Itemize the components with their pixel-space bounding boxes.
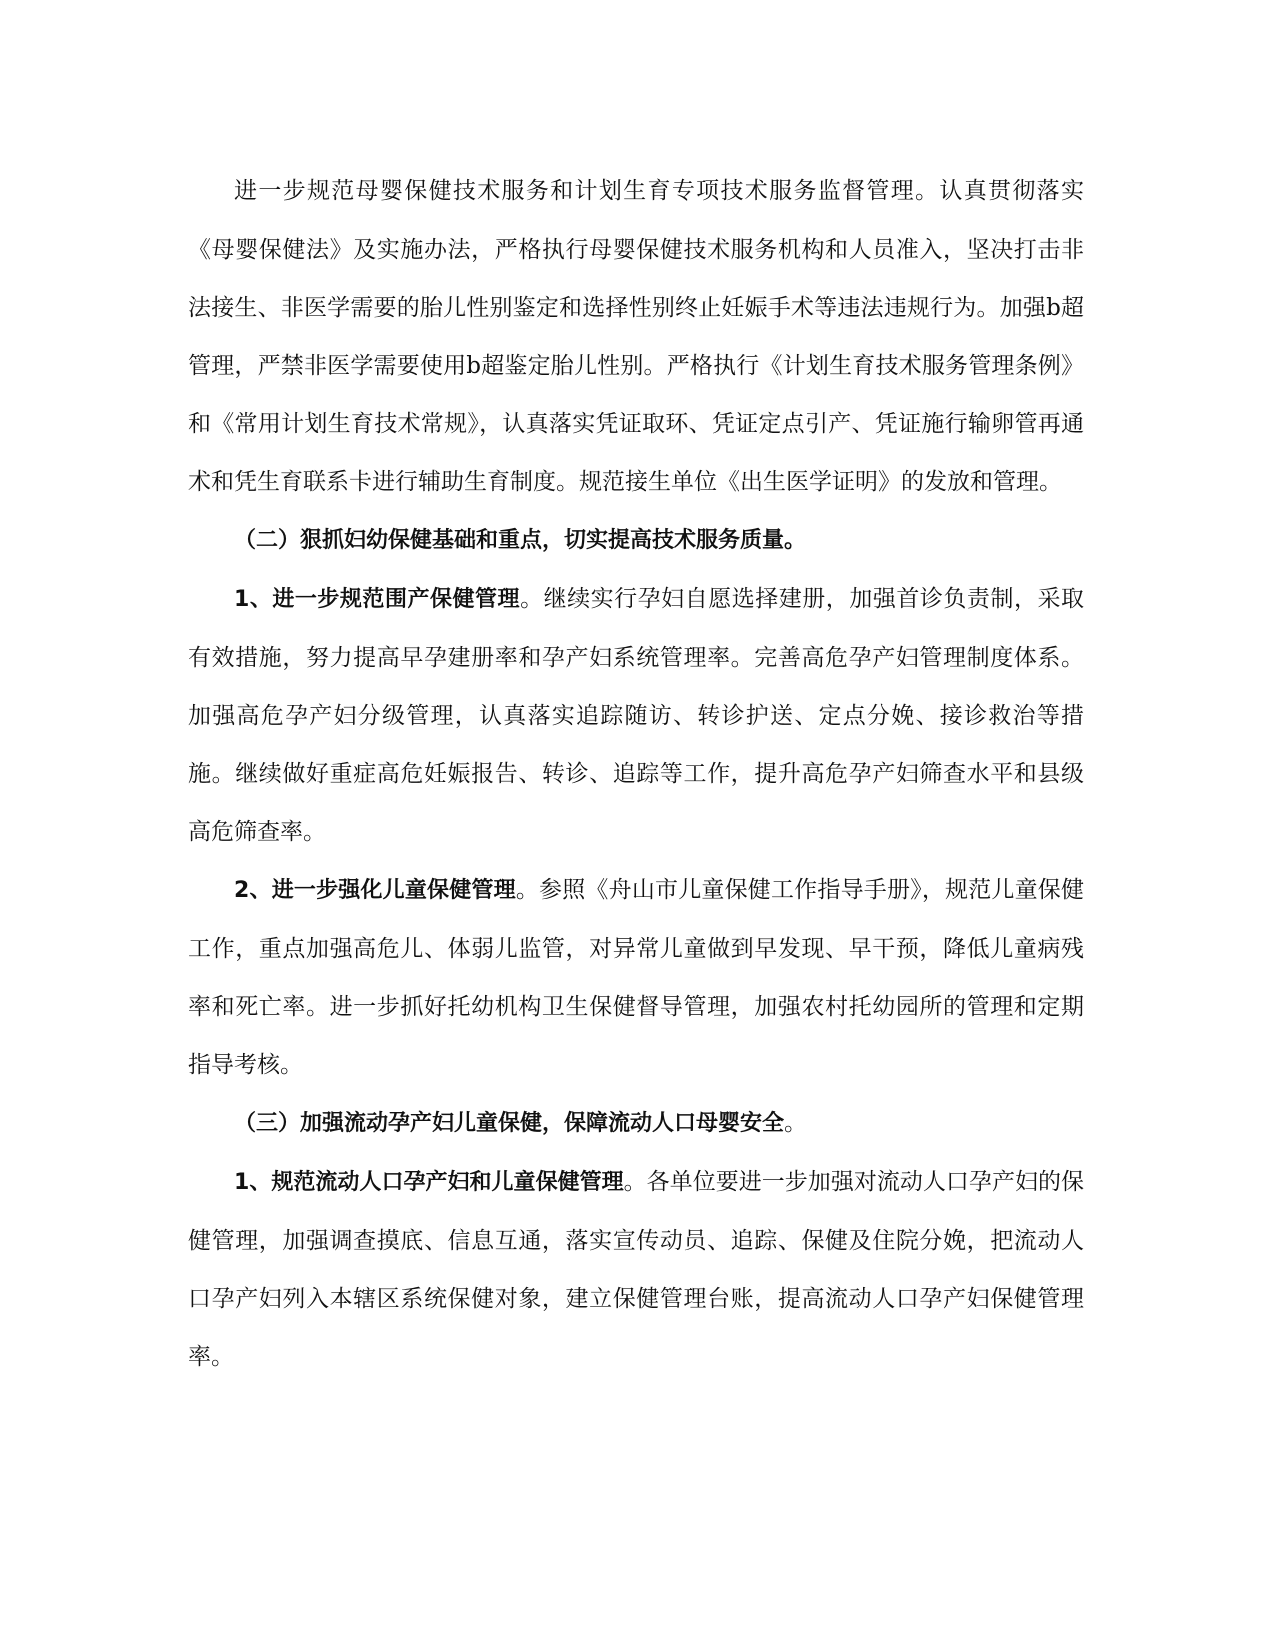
paragraph-text: 。各单位要进一步加强对流动人口孕产妇的保健管理，加强调查摸底、信息互通，落实宣传动员、追踪、保健及住院分娩，把流动人口孕产妇列入本辖区系统保健对象，建立保健管理台账，提高流动人口孕产妇保健管理率。 [188,1169,1085,1370]
paragraph-supervision [188,162,1084,511]
paragraph-perinatal-care [188,570,1084,861]
paragraph-child-care [188,861,1084,1094]
paragraph-lead: 1、进一步规范围产保健管理 [234,587,521,612]
paragraph-lead: 2、进一步强化儿童保健管理 [234,878,516,903]
paragraph-text: 进一步规范母婴保健技术服务和计划生育专项技术服务监督管理。认真贯彻落实《母婴保健法》及实施办法，严格执行母婴保健技术服务机构和人员准入，坚决打击非法接生、非医学需要的胎儿性别鉴定和选择性别终止妊娠手术等违法违规行为。加强b超管理，严禁非医学需要使用b超鉴定胎儿性别。严格执行《计划生育技术服务管理条例》和《常用计划生育技术常规》，认真落实凭证取环、凭证定点引产、凭证施行输卵管再通术和凭生育联系卡进行辅助生育制度。规范接生单位《出生医学证明》的发放和管理。 [188,178,1084,495]
section-heading-3 [188,1094,1084,1153]
paragraph-floating-population [188,1153,1084,1386]
paragraph-text: 。继续实行孕妇自愿选择建册，加强首诊负责制，采取有效措施，努力提高早孕建册率和孕产妇系统管理率。完善高危孕产妇管理制度体系。加强高危孕产妇分级管理，认真落实追踪随访、转诊护送、定点分娩、接诊救治等措施。继续做好重症高危妊娠报告、转诊、追踪等工作，提升高危孕产妇筛查水平和县级高危筛查率。 [188,586,1085,845]
paragraph-text: 。参照《舟山市儿童保健工作指导手册》，规范儿童保健工作，重点加强高危儿、体弱儿监管，对异常儿童做到早发现、早干预，降低儿童病残率和死亡率。进一步抓好托幼机构卫生保健督导管理，加强农村托幼园所的管理和定期指导考核。 [188,877,1085,1078]
document-body [188,162,1084,1386]
section-heading-2 [188,511,1084,570]
paragraph-text: 。 [784,1110,808,1136]
section-heading-text: （二）狠抓妇幼保健基础和重点，切实提高技术服务质量。 [234,528,807,553]
paragraph-lead: 1、规范流动人口孕产妇和儿童保健管理 [234,1170,624,1195]
section-heading-text: （三）加强流动孕产妇儿童保健，保障流动人口母婴安全 [234,1111,785,1136]
